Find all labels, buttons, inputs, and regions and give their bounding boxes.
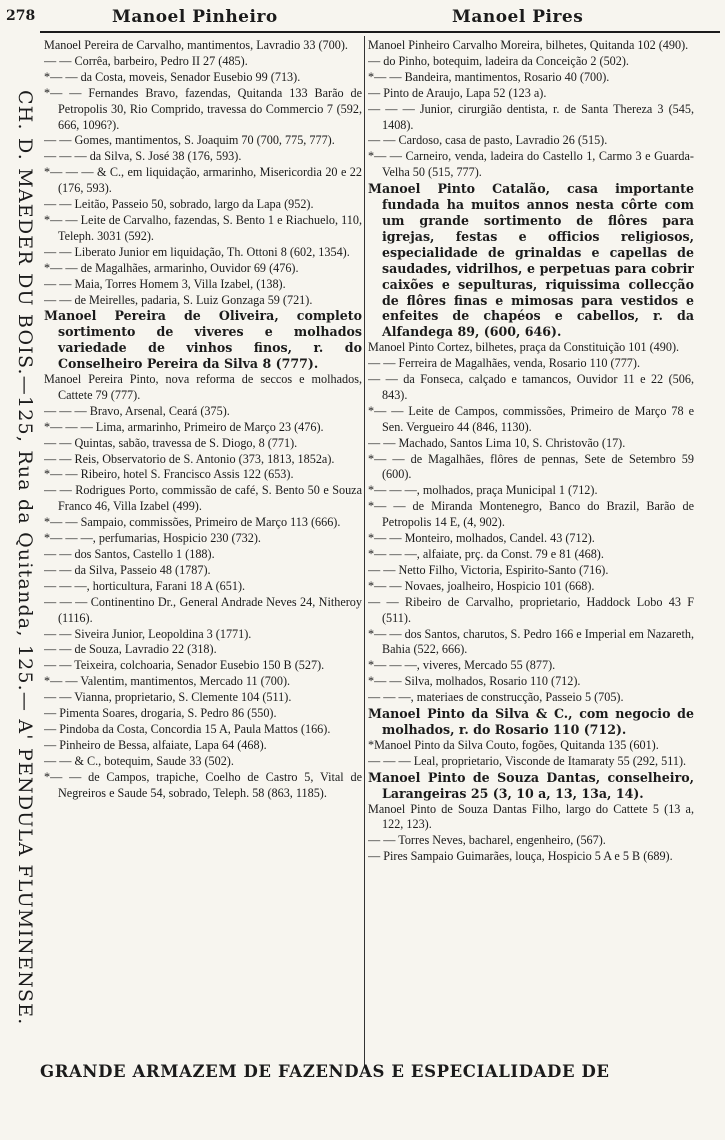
directory-entry: — do Pinho, botequim, ladeira da Conceição 2 (502). bbox=[368, 53, 629, 68]
directory-entry: — — Gomes, mantimentos, S. Joaquim 70 (700, 775, 777). bbox=[44, 133, 335, 148]
directory-entry: *— — — & C., em liquidação, armarinho, Misericordia 20 e 22 (176, 593). bbox=[44, 165, 362, 196]
directory-entry: *— — de Magalhães, armarinho, Ouvidor 69 (476). bbox=[44, 260, 299, 275]
directory-entry: Manoel Pinto de Souza Dantas Filho, largo do Cattete 5 (13 a, 122, 123). bbox=[368, 801, 694, 832]
directory-entry: — — Leitão, Passeio 50, sobrado, largo da Lapa (952). bbox=[44, 197, 314, 212]
directory-entry: *— — Sampaio, commissões, Primeiro de Março 113 (666). bbox=[44, 515, 341, 530]
directory-entry: — — da Silva, Passeio 48 (1787). bbox=[44, 562, 211, 577]
header-left-title: Manoel Pinheiro bbox=[112, 7, 278, 27]
page-header bbox=[0, 0, 725, 34]
side-banner bbox=[8, 90, 42, 1026]
directory-entry: — — Maia, Torres Homem 3, Villa Izabel, (138). bbox=[44, 276, 286, 291]
directory-entry: — — de Souza, Lavradio 22 (318). bbox=[44, 642, 217, 657]
directory-entry: — — Torres Neves, bacharel, engenheiro, (567). bbox=[368, 833, 606, 848]
directory-entry: — — dos Santos, Castello 1 (188). bbox=[44, 547, 215, 561]
directory-entry: Manoel Pereira de Carvalho, mantimentos, Lavradio 33 (700). bbox=[44, 38, 348, 52]
directory-entry: *— — de Magalhães, flôres de pennas, Sete de Setembro 59 (600). bbox=[368, 451, 694, 482]
directory-entry: — — — Junior, cirurgião dentista, r. de Santa Thereza 3 (545, 1408). bbox=[368, 101, 694, 132]
footer-advert: GRANDE ARMAZEM DE FAZENDAS E ESPECIALIDADE DE bbox=[40, 1062, 610, 1081]
directory-entry: *— — de Miranda Montenegro, Banco do Brazil, Barão de Petropolis 14 E, (4, 902). bbox=[368, 499, 694, 530]
directory-entry: — Pimenta Soares, drogaria, S. Pedro 86 (550). bbox=[44, 706, 277, 721]
directory-entry: *— — Novaes, joalheiro, Hospicio 101 (668). bbox=[368, 578, 595, 593]
directory-entry: — Pinheiro de Bessa, alfaiate, Lapa 64 (468). bbox=[44, 737, 267, 752]
directory-entry: *— — Leite de Campos, commissões, Primeiro de Março 78 e Sen. Vergueiro 44 (846, 1130). bbox=[368, 403, 694, 434]
directory-entry: *— — de Campos, trapiche, Coelho de Castro 5, Vital de Negreiros e Saude 54, sobrado, Teleph. 58 (863, 1185). bbox=[44, 769, 362, 800]
directory-entry: Manoel Pinto Catalão, casa importante fundada ha muitos annos nesta côrte com um grande sortimento de flôres para igrejas, festas e officios religiosos, especialidade de grinaldas e capellas de saudades, vidrilhos, e perpetuas para cobrir caixões e sepulturas, riquissima collecção de flôres finas e mimosas para vestidos e enfeites de chapéos e cabellos, r. da Alfandega 89, (600, 646). bbox=[368, 181, 694, 340]
directory-entry: *— — Fernandes Bravo, fazendas, Quitanda 133 Barão de Petropolis 30, Rio Comprido, travessa do Commercio 7 (592, 666, 1096?). bbox=[44, 85, 362, 132]
directory-entry: Manoel Pinheiro Carvalho Moreira, bilhetes, Quitanda 102 (490). bbox=[368, 38, 689, 52]
directory-entry: Manoel Pinto de Souza Dantas, conselheiro, Larangeiras 25 (3, 10 a, 13, 13a, 14). bbox=[368, 769, 694, 801]
directory-entry: — — Teixeira, colchoaria, Senador Eusebio 150 B (527). bbox=[44, 658, 325, 673]
directory-entry: — — Quintas, sabão, travessa de S. Diogo, 8 (771). bbox=[44, 435, 298, 450]
directory-entry: — Pires Sampaio Guimarães, louça, Hospicio 5 A e 5 B (689). bbox=[368, 849, 673, 864]
directory-entry: — — Liberato Junior em liquidação, Th. Ottoni 8 (602, 1354). bbox=[44, 244, 350, 259]
directory-entry: *— — da Costa, moveis, Senador Eusebio 99 (713). bbox=[44, 69, 301, 84]
right-column bbox=[368, 38, 694, 1058]
directory-entry: *— — Carneiro, venda, ladeira do Castello 1, Carmo 3 e Guarda-Velha 50 (515, 777). bbox=[368, 149, 694, 180]
directory-entry: — — — da Silva, S. José 38 (176, 593). bbox=[44, 149, 242, 164]
directory-entry: *— — dos Santos, charutos, S. Pedro 166 e Imperial em Nazareth, Bahia (522, 666). bbox=[368, 626, 694, 657]
directory-entry: — — Ferreira de Magalhães, venda, Rosario 110 (777). bbox=[368, 356, 640, 371]
directory-entry: — Pinto de Araujo, Lapa 52 (123 a). bbox=[368, 85, 547, 100]
header-rule bbox=[40, 31, 720, 33]
directory-entry: *— — — Lima, armarinho, Primeiro de Março 23 (476). bbox=[44, 419, 324, 434]
directory-entry: *— — —, alfaiate, prç. da Const. 79 e 81 (468). bbox=[368, 547, 604, 561]
header-right-title: Manoel Pires bbox=[452, 7, 584, 27]
directory-entry: *— — Valentim, mantimentos, Mercado 11 (700). bbox=[44, 674, 291, 689]
directory-entry: — — — Leal, proprietario, Visconde de Itamaraty 55 (292, 511). bbox=[368, 753, 687, 768]
directory-entry: — — —, materiaes de construcção, Passeio 5 (705). bbox=[368, 690, 624, 705]
directory-entry: — — Rodrigues Porto, commissão de café, S. Bento 50 e Souza Franco 46, Villa Izabel (499). bbox=[44, 483, 362, 514]
directory-entry: — — Machado, Santos Lima 10, S. Christovão (17). bbox=[368, 435, 626, 450]
column-divider bbox=[364, 36, 365, 1066]
directory-entry: — — Vianna, proprietario, S. Clemente 104 (511). bbox=[44, 690, 292, 705]
directory-entry: Manoel Pinto da Silva & C., com negocio de molhados, r. do Rosario 110 (712). bbox=[368, 706, 694, 737]
side-banner-text: CH. D. MAEDER DU BOIS.—125, Rua da Quitanda, 125.— A' PENDULA FLUMINENSE. bbox=[14, 90, 36, 1026]
directory-entry: Manoel Pereira de Oliveira, completo sortimento de viveres e molhados variedade de vinhos finos, r. do Conselheiro Pereira da Silva 8 (777). bbox=[44, 308, 362, 372]
directory-entry: — — da Fonseca, calçado e tamancos, Ouvidor 11 e 22 (506, 843). bbox=[368, 372, 694, 402]
directory-entry: *— — —, perfumarias, Hospicio 230 (732). bbox=[44, 531, 261, 546]
directory-entry: — — — Bravo, Arsenal, Ceará (375). bbox=[44, 403, 230, 418]
directory-entry: *— — Monteiro, molhados, Candel. 43 (712). bbox=[368, 531, 595, 546]
directory-entry: — — Cardoso, casa de pasto, Lavradio 26 (515). bbox=[368, 133, 608, 148]
directory-entry: — — —, horticultura, Farani 18 A (651). bbox=[44, 578, 246, 593]
directory-entry: *Manoel Pinto da Silva Couto, fogões, Quitanda 135 (601). bbox=[368, 737, 659, 752]
directory-entry: — — Siveira Junior, Leopoldina 3 (1771). bbox=[44, 626, 252, 641]
directory-entry: *— — —, viveres, Mercado 55 (877). bbox=[368, 658, 556, 673]
directory-entry: — — Ribeiro de Carvalho, proprietario, Haddock Lobo 43 F (511). bbox=[368, 594, 694, 625]
directory-entry: — — Reis, Observatorio de S. Antonio (373, 1813, 1852a). bbox=[44, 451, 335, 466]
directory-entry: *— — Silva, molhados, Rosario 110 (712). bbox=[368, 674, 581, 689]
directory-entry: — — Corrêa, barbeiro, Pedro II 27 (485). bbox=[44, 53, 248, 68]
directory-entry: — — de Meirelles, padaria, S. Luiz Gonzaga 59 (721). bbox=[44, 292, 313, 307]
directory-entry: — Pindoba da Costa, Concordia 15 A, Paula Mattos (166). bbox=[44, 721, 331, 736]
directory-entry: — — & C., botequim, Saude 33 (502). bbox=[44, 753, 234, 768]
page-number: 278 bbox=[6, 8, 36, 24]
directory-entry: Manoel Pinto Cortez, bilhetes, praça da Constituição 101 (490). bbox=[368, 340, 680, 355]
directory-entry: — — Netto Filho, Victoria, Espirito-Santo (716). bbox=[368, 562, 609, 577]
directory-entry: *— — Leite de Carvalho, fazendas, S. Bento 1 e Riachuelo, 110, Teleph. 3031 (592). bbox=[44, 212, 362, 243]
directory-entry: — — — Continentino Dr., General Andrade Neves 24, Nitheroy (1116). bbox=[44, 594, 362, 625]
directory-entry: Manoel Pereira Pinto, nova reforma de seccos e molhados, Cattete 79 (777). bbox=[44, 372, 362, 402]
directory-entry: *— — —, molhados, praça Municipal 1 (712). bbox=[368, 483, 598, 498]
left-column bbox=[44, 38, 362, 1058]
directory-entry: *— — Bandeira, mantimentos, Rosario 40 (700). bbox=[368, 69, 610, 84]
directory-entry: *— — Ribeiro, hotel S. Francisco Assis 122 (653). bbox=[44, 467, 294, 482]
